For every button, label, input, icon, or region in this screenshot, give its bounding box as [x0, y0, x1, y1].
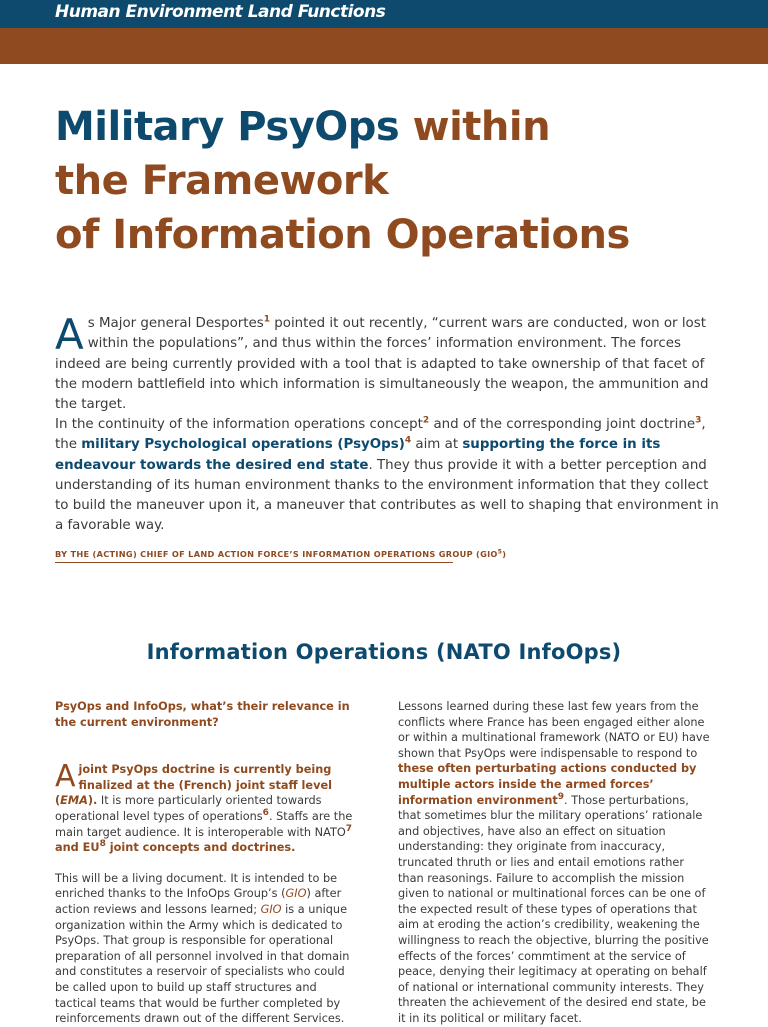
body-text: This will be a living document. It is intended to be enriched thanks to the InfoOps Group’s ( [55, 871, 338, 901]
body-text: . Staffs are the main target audience. It is interoperable with NATO [55, 809, 353, 839]
title-part2: within [399, 104, 551, 150]
footnote-ref: 2 [422, 415, 430, 426]
highlight-text: joint PsyOps doctrine is currently being finalized at the (French) joint staff level ( [55, 763, 332, 808]
intro-text: . They thus provide it with a better perception and understanding of its human environment thanks to the environment information that they collect to build the maneuver upon it, a maneuver that contributes as well to shaping that environment in a favorable way. [55, 457, 719, 534]
section-title: Human Environment Land Functions [55, 2, 386, 22]
footnote-ref: 9 [557, 791, 565, 802]
dropcap: A [55, 310, 84, 359]
intro-text: and of the corresponding joint doctrine [429, 417, 696, 432]
highlight-text: these often perturbating actions conducted by multiple actors inside the armed forces’ information environment [398, 762, 697, 807]
column-right [398, 699, 713, 1026]
footnote-ref: 6 [262, 808, 269, 819]
section-heading: Information Operations (NATO InfoOps) [146, 640, 622, 664]
footnote-ref: 8 [99, 839, 106, 850]
column-paragraph [398, 699, 713, 1026]
highlight-text: joint concepts and doctrines. [105, 841, 296, 855]
footnote-ref: 7 [345, 823, 353, 834]
intro-text: , the [55, 417, 706, 453]
intro-paragraph-1 [55, 310, 720, 415]
body-text: . Those perturbations, that sometimes blur the military operations’ rationale and objectives, have also an effect on situation understanding: they originate from inaccuracy, truncated thruth or lies and entail emotions rather than reasonings. Failure to accomplish the mission given to national or multinational forces can be one of the expected result of these types of operations that aim at eroding the action’s credibility, weakening the willingness to reach the objective, blurring the positive effects of the forces’ commtiment at the service of peace, denying their legitimacy at operating on behalf of national or international community interests. They threaten the achievement of the desired end state, be it in its political or military facet. [398, 793, 709, 1025]
highlight-text: supporting the force in its endeavour towards the desired end state [55, 437, 661, 473]
body-text: It is more particularly oriented towards operational level types of operations [55, 794, 322, 823]
article-title [55, 100, 630, 262]
body-text: Lessons learned during these last few years from the conflicts where France has been engaged either alone or within a multinational framework (NATO or EU) have shown that PsyOps were indispensable to respond to [398, 700, 710, 760]
decorative-band [0, 28, 768, 64]
footnote-ref: 3 [695, 415, 702, 426]
column-paragraph [55, 759, 360, 856]
title-line2: the Framework [55, 158, 389, 204]
highlight-text: and EU [55, 841, 100, 855]
title-part1: Military PsyOps [55, 104, 400, 150]
byline-text: BY THE (ACTING) CHIEF OF LAND ACTION FORCE’S INFORMATION OPERATIONS GROUP (GIO [55, 549, 498, 559]
intro-paragraph-2 [55, 415, 720, 537]
italic-term: GIO [260, 902, 282, 916]
highlight-text: EMA [60, 794, 88, 808]
body-text: ) after action reviews and lessons learned; [55, 887, 342, 916]
highlight-text: military Psychological operations (PsyOps) [81, 437, 405, 453]
section-header-bar [0, 0, 768, 28]
footnote-ref: 5 [497, 548, 503, 556]
column-left [55, 699, 360, 1027]
dropcap: A [55, 759, 76, 795]
intro-text: In the continuity of the information operations concept [55, 417, 423, 432]
intro-text: aim at [411, 437, 463, 453]
intro-text: s Major general Desportes [87, 316, 264, 331]
highlight-text: ). [87, 794, 98, 808]
byline-text: ) [502, 549, 507, 559]
footnote-ref: 4 [404, 435, 412, 446]
footnote-ref: 1 [263, 314, 271, 325]
title-line3: of Information Operations [55, 212, 630, 258]
column-paragraph [55, 871, 360, 1027]
subheading: PsyOps and InfoOps, what’s their relevance in the current environment? [55, 700, 350, 729]
italic-term: GIO [285, 887, 307, 901]
byline [55, 548, 507, 563]
body-text: is a unique organization within the Army which is dedicated to PsyOps. That group is responsible for operational preparation of all personnel involved in that domain and constitutes a reservoir of specialists who could be called upon to build up staff structures and tactical teams that would be further completed by reinforcements drawn out of the different Services. [55, 902, 350, 1026]
intro-text: pointed it out recently, “current wars are conducted, won or lost within the populations”, and thus within the forces’ information environment. The forces indeed are being currently provided with a tool that is adapted to take ownership of that facet of the modern battlefield into which information is simultaneously the weapon, the ammunition and the target. [55, 316, 709, 413]
